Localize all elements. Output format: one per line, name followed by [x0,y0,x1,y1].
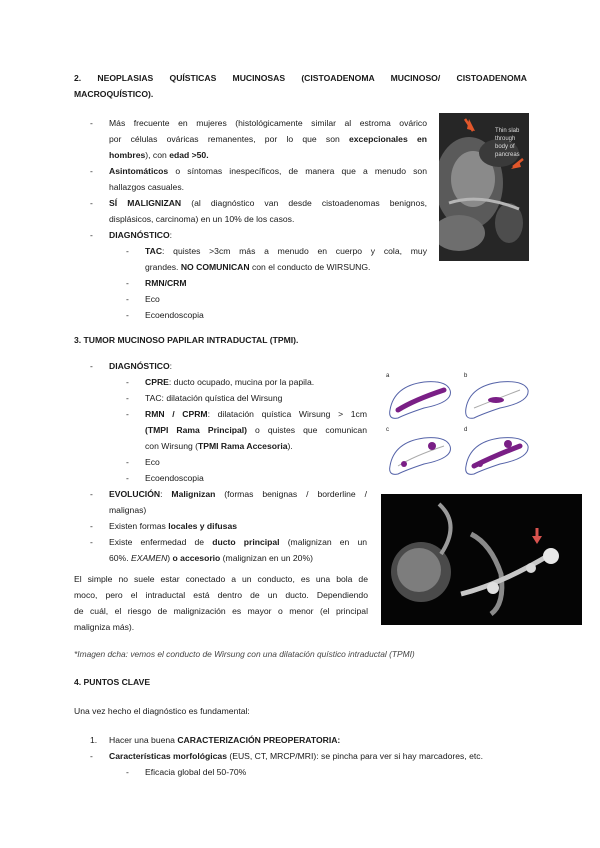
bullet-malignizan-line1: SÍ MALIGNIZAN (al diagnóstico van desde cistoadenomas benignos, [109,198,428,208]
sub-bullet-cpre: CPRE: ducto ocupado, mucina por la papila. [145,377,315,387]
bullet-formas: Existen formas locales y difusas [109,521,238,531]
bullet-evolucion-line1: EVOLUCIÓN: Malignizan (formas benignas / borderline / [109,489,367,499]
ct-image-label: Thin slab through body of pancreas [495,128,520,158]
bullet-dash: - [90,489,93,499]
sub-bullet-rmn-line1: RMN / CPRM: dilatación quística Wirsung > 1cm [145,409,367,419]
sub-bullet-ecoendoscopia-tpmi: Ecoendoscopia [145,473,204,483]
sub-bullet-eco: Eco [145,294,160,304]
sub-bullet-ecoendoscopia: Ecoendoscopia [145,310,204,320]
diagram-label-c: c [386,427,389,433]
bullet-dash: - [90,521,93,531]
tpmi-diagram [384,372,534,478]
sub-bullet-eco-tpmi: Eco [145,457,160,467]
ct-scan-image [439,113,529,261]
section-4-intro: Una vez hecho el diagnóstico es fundamental: [74,706,250,716]
sub-bullet-dash: - [126,767,129,777]
diagram-label-a: a [386,373,390,379]
sub-bullet-dash: - [126,457,129,467]
bullet-mujeres-line1: Más frecuente en mujeres (histológicamente similar al estroma ovárico [109,118,427,128]
diagram-panel-d [466,438,528,475]
sub-bullet-dash: - [126,377,129,387]
sub-bullet-eficacia: Eficacia global del 50-70% [145,767,247,777]
paragraph-line2: moco, pero el intraductal está dentro de un ducto. Dependiendo [74,590,368,600]
bullet-ducto-line1: Existe enfermedad de ducto principal (malignizan en un [109,537,368,547]
mrcp-image [381,494,582,625]
paragraph-line1: El simple no suele estar conectado a un conducto, es una bola de [74,574,368,584]
sub-bullet-dash: - [126,278,129,288]
bullet-dash: - [90,118,93,128]
bullet-diagnostico-tpmi: DIAGNÓSTICO: [109,361,173,371]
bullet-dash: - [90,166,93,176]
diagram-label-b: b [464,373,468,379]
bullet-asintomaticos-line2: hallazgos casuales. [109,182,185,192]
sub-bullet-dash: - [126,409,129,419]
diagram-panel-a [390,382,451,419]
section-4-title: 4. PUNTOS CLAVE [74,677,151,687]
list-number: 1. [90,735,98,745]
bullet-dash: - [90,198,93,208]
sub-bullet-rmn-line2: (TMPI Rama Principal) o quistes que comunican [145,425,367,435]
diagram-panel-c [390,438,451,475]
sub-bullet-rmn: RMN/CRM [145,278,187,288]
image-caption: *Imagen dcha: vemos el conducto de Wirsung con una dilatación quístico intraductal (TPMI) [74,649,415,659]
section-2-title-line1: 2. NEOPLASIAS QUÍSTICAS MUCINOSAS (CISTOADENOMA MUCINOSO/ CISTOADENOMA [74,73,527,83]
bullet-asintomaticos-line1: Asintomáticos o síntomas inespecíficos, de manera que a menudo son [109,166,427,176]
bullet-diagnostico: DIAGNÓSTICO: [109,230,173,240]
bullet-dash: - [90,230,93,240]
diagram-label-d: d [464,427,468,433]
sub-bullet-dash: - [126,393,129,403]
sub-bullet-dash: - [126,310,129,320]
bullet-ducto-line2: 60%. EXAMEN) o accesorio (malignizan en un 20%) [109,553,313,563]
sub-bullet-tac-line1: TAC: quistes >3cm más a menudo en cuerpo y cola, muy [145,246,427,256]
sub-bullet-dash: - [126,246,129,256]
paragraph-line3: de cuál, el riesgo de malignización es mayor o menor (el principal [74,606,368,616]
sub-bullet-tac-tpmi: TAC: dilatación quística del Wirsung [145,393,283,403]
sub-bullet-dash: - [126,473,129,483]
bullet-mujeres-line2: por células ováricas remanentes, por lo que son excepcionales en [109,134,427,144]
section-2-title-line2: MACROQUÍSTICO). [74,89,154,99]
diagram-panel-b [466,382,528,419]
bullet-mujeres-line3: hombres), con edad >50. [109,150,209,160]
tpmi-diagram-graphic [384,372,534,478]
bullet-malignizan-line2: displásicos, carcinoma) en un 10% de los casos. [109,214,295,224]
paragraph-line4: maligniza más). [74,622,135,632]
section-3-title: 3. TUMOR MUCINOSO PAPILAR INTRADUCTAL (TPMI). [74,335,299,345]
item-caracterizacion: Hacer una buena CARACTERIZACIÓN PREOPERATORIA: [109,735,341,745]
bullet-dash: - [90,537,93,547]
bullet-dash: - [90,751,93,761]
sub-bullet-dash: - [126,294,129,304]
bullet-morfologicas: Características morfológicas (EUS, CT, MRCP/MRI): se pincha para ver si hay marcadores, etc. [109,751,483,761]
bullet-evolucion-line2: malignas) [109,505,147,515]
bullet-dash: - [90,361,93,371]
mrcp-graphic [381,494,582,625]
sub-bullet-tac-line2: grandes. NO COMUNICAN con el conducto de WIRSUNG. [145,262,371,272]
sub-bullet-rmn-line3: con Wirsung (TPMI Rama Accesoria). [145,441,293,451]
